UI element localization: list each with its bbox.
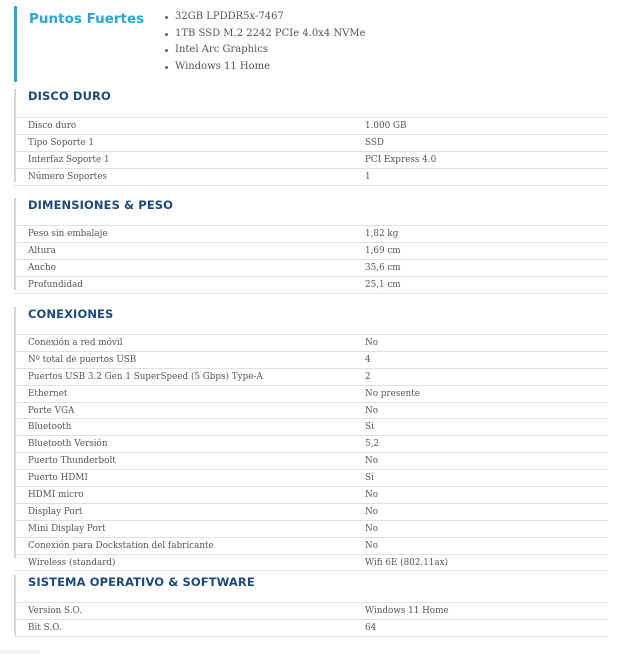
spec-value: 1,82 kg: [365, 229, 399, 239]
spec-table: [14, 117, 608, 186]
section-conexiones: [14, 307, 608, 568]
spec-value: No presente: [365, 388, 420, 399]
spec-value: No: [365, 338, 378, 348]
spec-row: [14, 135, 608, 152]
spec-value: 2: [365, 371, 371, 382]
spec-key: Puerto Thunderbolt: [28, 456, 116, 467]
section-title: DIMENSIONES & PESO: [28, 198, 174, 212]
spec-key: Wireless (standard): [28, 557, 116, 568]
spec-key: Version S.O.: [28, 606, 83, 616]
spec-key: Bit S.O.: [28, 622, 62, 633]
spec-row: [14, 260, 608, 277]
strength-item: Windows 11 Home: [165, 59, 366, 76]
spec-key: Puerto HDMI: [28, 473, 88, 484]
spec-row: [14, 538, 608, 555]
spec-key: Conexión para Dockstation del fabricante: [28, 540, 214, 551]
spec-value: 25,1 cm: [365, 279, 401, 290]
spec-value: Windows 11 Home: [365, 606, 449, 616]
spec-value: 4: [365, 354, 371, 365]
spec-row: [14, 369, 608, 386]
footer-edge: [0, 650, 40, 654]
spec-row: [14, 243, 608, 260]
spec-key: Altura: [28, 245, 56, 256]
spec-row: [14, 352, 608, 369]
strength-item: 1TB SSD M.2 2242 PCIe 4.0x4 NVMe: [165, 26, 366, 43]
spec-table: [14, 225, 608, 294]
spec-key: Bluetooth: [28, 422, 72, 433]
spec-row: [14, 226, 608, 243]
spec-value: Si: [365, 473, 374, 484]
spec-row: [14, 403, 608, 420]
spec-row: [14, 118, 608, 135]
section-title: SISTEMA OPERATIVO & SOFTWARE: [28, 575, 255, 589]
spec-row: [14, 487, 608, 504]
spec-value: No: [365, 540, 378, 551]
spec-key: Porte VGA: [28, 405, 75, 416]
strengths-panel: [14, 6, 617, 82]
spec-row: [14, 521, 608, 538]
spec-key: Ancho: [28, 262, 56, 273]
spec-row: [14, 620, 608, 637]
spec-value: No: [365, 456, 378, 467]
strengths-list: [165, 9, 366, 76]
section-sistema-operativo: [14, 575, 608, 635]
spec-row: [14, 555, 608, 572]
spec-value: No: [365, 506, 378, 517]
spec-key: Puertos USB 3.2 Gen 1 SuperSpeed (5 Gbps) Type-A: [28, 371, 263, 382]
strengths-title: Puntos Fuertes: [29, 11, 145, 27]
spec-key: Profundidad: [28, 279, 83, 290]
spec-key: Mini Display Port: [28, 523, 106, 534]
section-disco-duro: [14, 89, 608, 182]
strength-item: Intel Arc Graphics: [165, 42, 366, 59]
spec-key: HDMI micro: [28, 490, 84, 501]
spec-row: [14, 419, 608, 436]
spec-value: Wifi 6E (802.11ax): [365, 557, 449, 568]
spec-value: 64: [365, 622, 377, 633]
spec-row: [14, 470, 608, 487]
spec-key: Peso sin embalaje: [28, 229, 108, 239]
spec-value: 5,2: [365, 439, 379, 450]
spec-row: [14, 152, 608, 169]
section-title: DISCO DURO: [28, 89, 111, 103]
spec-value: SSD: [365, 137, 384, 148]
spec-row: [14, 277, 608, 294]
spec-value: No: [365, 523, 378, 534]
spec-value: Si: [365, 422, 374, 433]
strength-item: 32GB LPDDR5x-7467: [165, 9, 366, 26]
spec-value: 1,69 cm: [365, 245, 401, 256]
spec-value: 1: [365, 171, 371, 182]
spec-key: Número Soportes: [28, 171, 107, 182]
spec-value: No: [365, 490, 378, 501]
spec-key: Interfaz Soporte 1: [28, 154, 110, 165]
section-title: CONEXIONES: [28, 307, 114, 321]
spec-value: No: [365, 405, 378, 416]
spec-key: Bluetooth Versión: [28, 439, 108, 450]
spec-row: [14, 436, 608, 453]
spec-row: [14, 335, 608, 352]
spec-key: Nº total de puertos USB: [28, 354, 137, 365]
spec-key: Display Port: [28, 506, 83, 517]
spec-value: 1.000 GB: [365, 121, 407, 131]
spec-row: [14, 603, 608, 620]
spec-row: [14, 386, 608, 403]
spec-key: Conexión a red móvil: [28, 338, 123, 348]
spec-table: [14, 602, 608, 637]
spec-value: 35,6 cm: [365, 262, 401, 273]
spec-row: [14, 504, 608, 521]
spec-value: PCI Express 4.0: [365, 154, 437, 165]
spec-table: [14, 334, 608, 571]
spec-key: Tipo Soporte 1: [28, 137, 94, 148]
spec-key: Disco duro: [28, 121, 77, 131]
spec-row: [14, 169, 608, 186]
section-dimensiones-peso: [14, 198, 608, 290]
spec-row: [14, 453, 608, 470]
spec-key: Ethernet: [28, 388, 68, 399]
